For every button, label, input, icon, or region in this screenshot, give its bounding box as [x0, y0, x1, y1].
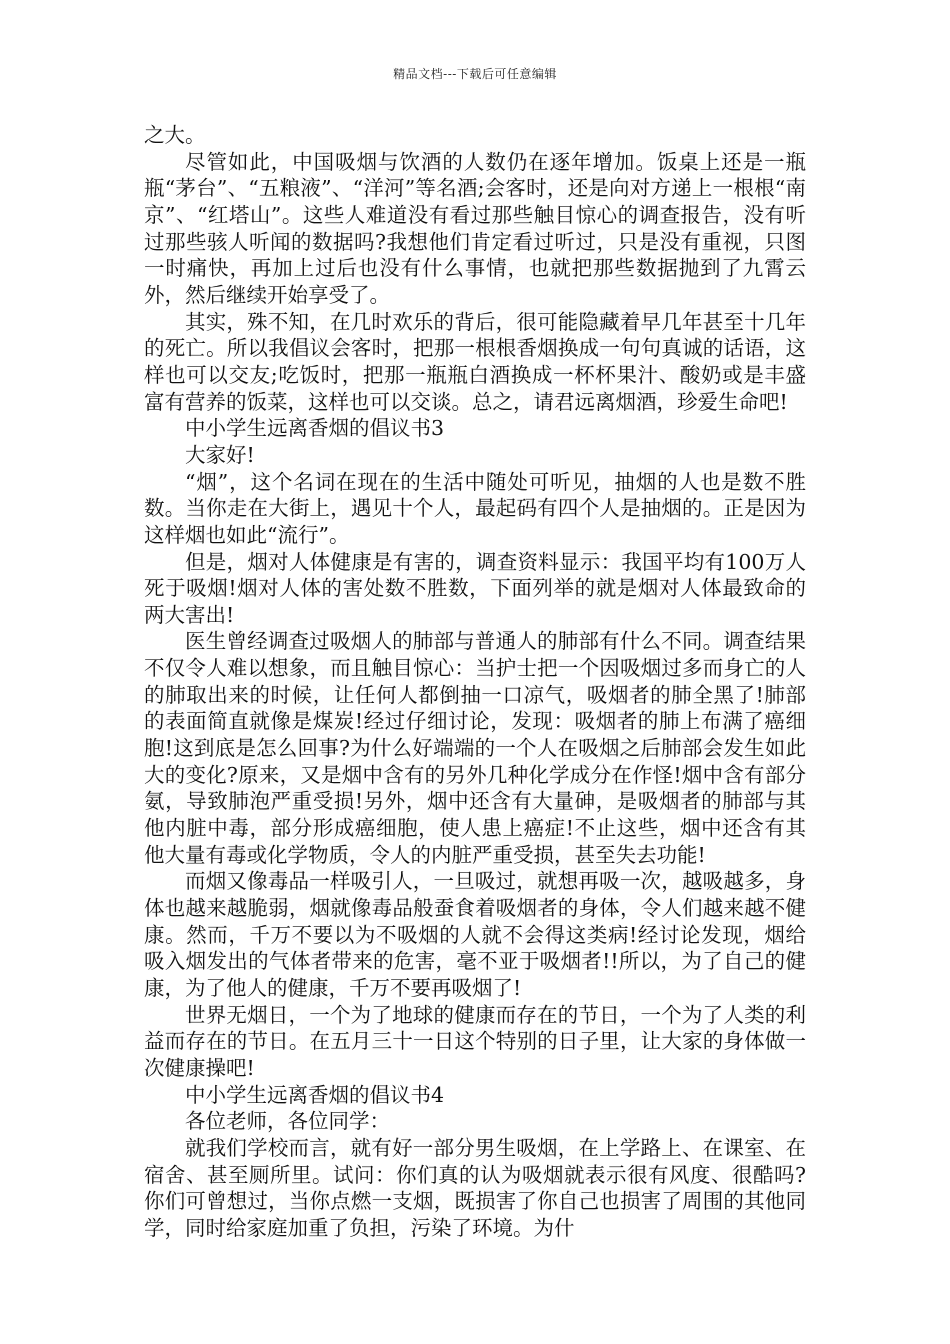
section-title-4: 中小学生远离香烟的倡议书4	[185, 1082, 445, 1107]
page-header: 精品文档---下载后可任意编辑	[393, 67, 557, 81]
paragraph-8: 世界无烟日，一个为了地球的健康而存在的节日，一个为了人类的利益而存在的节日。在五月三十一日这个特别的日子里，让大家的身体做一次健康操吧!	[144, 1002, 806, 1080]
document-body	[144, 122, 806, 1242]
greeting: 大家好!	[185, 442, 255, 467]
paragraph-2: 尽管如此，中国吸烟与饮酒的人数仍在逐年增加。饭桌上还是一瓶瓶“茅台”、“五粮液”、“洋河”等名酒;会客时，还是向对方递上一根根“南京”、“红塔山”。这些人难道没有看过那些触目惊心的调查报告，没有听过那些骇人听闻的数据吗?我想他们肯定看过听过，只是没有重视，只图一时痛快，再加上过后也没有什么事情，也就把那些数据抛到了九霄云外，然后继续开始享受了。	[144, 149, 806, 307]
salutation: 各位老师，各位同学：	[185, 1109, 390, 1134]
paragraph-3: 其实，殊不知，在几时欢乐的背后，很可能隐藏着早几年甚至十几年的死亡。所以我倡议会客时，把那一根根香烟换成一句句真诚的话语，这样也可以交友;吃饭时，把那一瓶瓶白酒换成一杯杯果汁、酸奶或是丰盛富有营养的饭菜，这样也可以交谈。总之，请君远离烟酒，珍爱生命吧!	[144, 309, 806, 414]
paragraph-4: “烟”，这个名词在现在的生活中随处可听见，抽烟的人也是数不胜数。当你走在大街上，遇见十个人，最起码有四个人是抽烟的。正是因为这样烟也如此“流行”。	[144, 469, 806, 547]
section-title-3: 中小学生远离香烟的倡议书3	[185, 416, 445, 441]
paragraph-1: 之大。	[144, 123, 206, 147]
paragraph-9: 就我们学校而言，就有好一部分男生吸烟，在上学路上、在课室、在宿舍、甚至厕所里。试问：你们真的认为吸烟就表示很有风度、很酷吗?你们可曾想过，当你点燃一支烟，既损害了你自己也损害了周围的其他同学，同时给家庭加重了负担，污染了环境。为什	[144, 1135, 806, 1240]
paragraph-5: 但是，烟对人体健康是有害的，调查资料显示：我国平均有100万人死于吸烟!烟对人体的害处数不胜数，下面列举的就是烟对人体最致命的两大害出!	[144, 549, 806, 627]
paragraph-6: 医生曾经调查过吸烟人的肺部与普通人的肺部有什么不同。调查结果不仅令人难以想象，而且触目惊心：当护士把一个因吸烟过多而身亡的人的肺取出来的时候，让任何人都倒抽一口凉气，吸烟者的肺全黑了!肺部的表面简直就像是煤炭!经过仔细讨论，发现：吸烟者的肺上布满了癌细胞!这到底是怎么回事?为什么好端端的一个人在吸烟之后肺部会发生如此大的变化?原来，又是烟中含有的另外几种化学成分在作怪!烟中含有部分氨，导致肺泡严重受损!另外，烟中还含有大量砷，是吸烟者的肺部与其他内脏中毒，部分形成癌细胞，使人患上癌症!不止这些，烟中还含有其他大量有毒或化学物质，令人的内脏严重受损，甚至失去功能!	[144, 629, 806, 867]
paragraph-7: 而烟又像毒品一样吸引人，一旦吸过，就想再吸一次，越吸越多，身体也越来越脆弱，烟就像毒品般蚕食着吸烟者的身体，令人们越来越不健康。然而，千万不要以为不吸烟的人就不会得这类病!经讨论发现，烟给吸入烟发出的气体者带来的危害，毫不亚于吸烟者!!所以，为了自己的健康，为了他人的健康，千万不要再吸烟了!	[144, 869, 806, 1000]
